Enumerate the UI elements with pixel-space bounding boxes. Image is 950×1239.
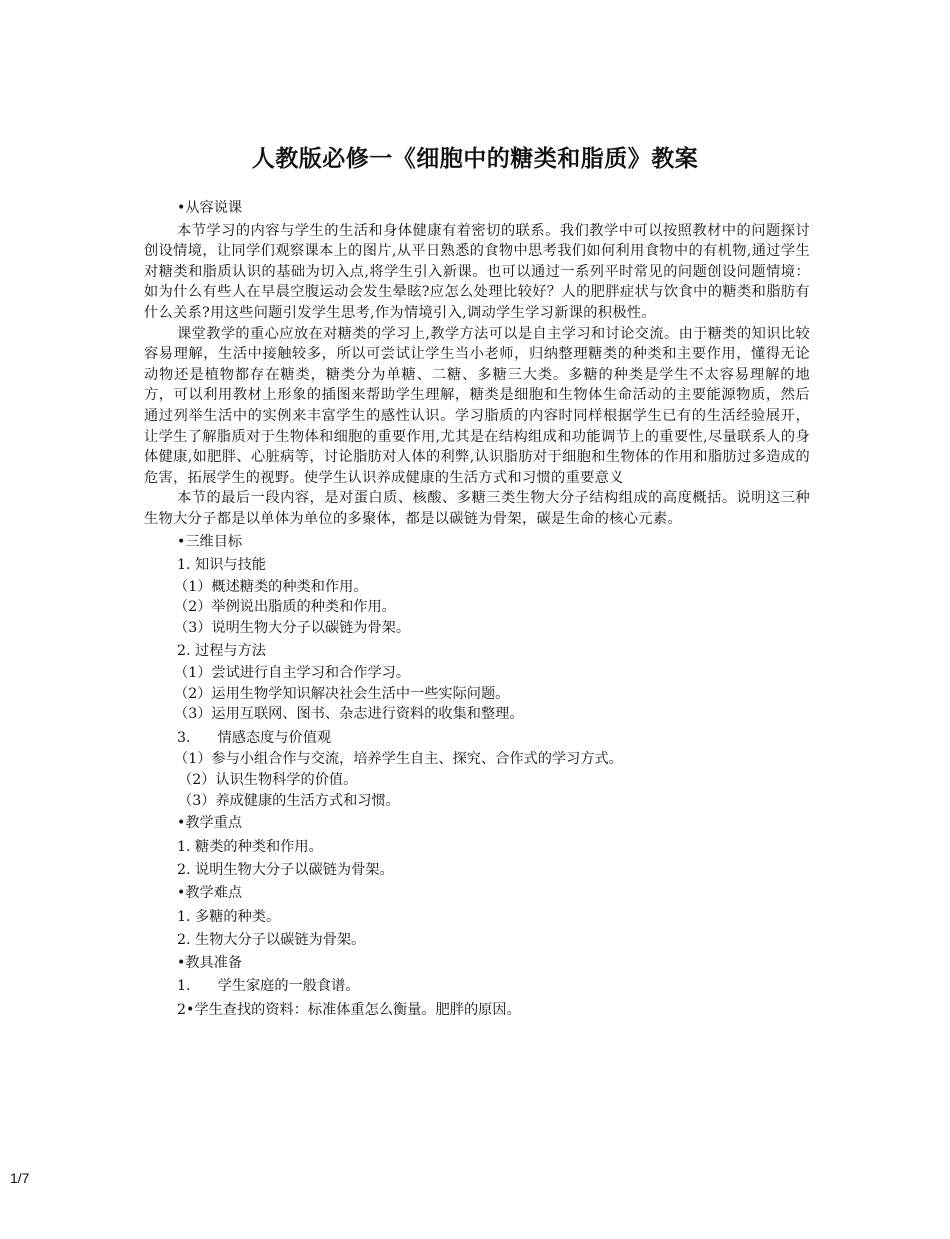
difficulty-item: 2. 生物大分子以碳链为骨架。 xyxy=(177,932,366,949)
paragraph-1: 本节学习的内容与学生的生活和身体健康有着密切的联系。我们教学中可以按照教材中的问题探讨创设情境，让同学们观察课本上的图片,从平日熟悉的食物中思考我们如何利用食物中的有机物,通过学生对糖类和脂质认识的基础为切入点,将学生引入新课。也可以通过一系列平时常见的问题创设问题情境：如为什么有些人在早晨空腹运动会发生晕眩?应怎么处理比较好？人的肥胖症状与饮食中的糖类和脂肪有什么关系?用这些问题引发学生思考,作为情境引入,调动学生学习新课的积极性。 xyxy=(144,222,810,321)
goal-1-item: （2）举例说出脂质的种类和作用。 xyxy=(174,599,396,616)
goal-1-item: （3）说明生物大分子以碳链为骨架。 xyxy=(174,619,411,636)
goal-3-item: （3）养成健康的生活方式和习惯。 xyxy=(178,792,400,809)
document-body xyxy=(144,196,810,1022)
goal-1-label: 1. 知识与技能 xyxy=(177,557,266,574)
paragraph-2: 课堂教学的重心应放在对糖类的学习上,教学方法可以是自主学习和讨论交流。由于糖类的知识比较容易理解，生活中接触较多，所以可尝试让学生当小老师，归纳整理糖类的种类和主要作用，懂得无论动物还是植物都存在糖类，糖类分为单糖、二糖、多糖三大类。多糖的种类是学生不太容易理解的地方，可以利用教材上形象的插图来帮助学生理解，糖类是细胞和生物体生命活动的主要能源物质，然后通过列举生活中的实例来丰富学生的感性认识。学习脂质的内容时同样根据学生已有的生活经验展开，让学生了解脂质对于生物体和细胞的重要作用,尤其是在结构组成和功能调节上的重要性,尽量联系人的身体健康,如肥胖、心脏病等，讨论脂肪对人体的利弊,认识脂肪对于细胞和生物体的作用和脂肪过多造成的危害，拓展学生的视野。使学生认识养成健康的生活方式和习惯的重要意义 xyxy=(144,325,810,486)
material-item: 1. 学生家庭的一般食谱。 xyxy=(177,978,360,995)
material-item: 2•学生查找的资料：标准体重怎么衡量。肥胖的原因。 xyxy=(177,1001,521,1018)
section-heading-zhongdian: •教学重点 xyxy=(177,815,243,832)
section-heading-jiaoju: •教具准备 xyxy=(177,954,243,971)
difficulty-item: 1. 多糖的种类。 xyxy=(177,908,281,925)
goal-2-item: （1）尝试进行自主学习和合作学习。 xyxy=(174,665,411,682)
goal-3-label: 3. 情感态度与价值观 xyxy=(177,729,332,746)
section-heading-shuoke: •从容说课 xyxy=(177,200,243,216)
goal-3-item: （2）认识生物科学的价值。 xyxy=(178,772,358,789)
paragraph-3: 本节的最后一段内容，是对蛋白质、核酸、多糖三类生物大分子结构组成的高度概括。说明这三种生物大分子都是以单体为单位的多聚体，都是以碳链为骨架，碳是生命的核心元素。 xyxy=(144,490,810,527)
goal-3-item: （1）参与小组合作与交流，培养学生自主、探究、合作式的学习方式。 xyxy=(174,751,623,768)
section-heading-mubiao: •三维目标 xyxy=(177,533,243,550)
key-point-item: 1. 糖类的种类和作用。 xyxy=(177,838,323,855)
page-number: 1/7 xyxy=(10,1170,30,1186)
section-heading-nandian: •教学难点 xyxy=(177,885,243,901)
goal-2-label: 2. 过程与方法 xyxy=(177,643,266,660)
goal-2-item: （3）运用互联网、图书、杂志进行资料的收集和整理。 xyxy=(174,706,524,723)
goal-1-item: （1）概述糖类的种类和作用。 xyxy=(174,578,368,595)
document-title: 人教版必修一《细胞中的糖类和脂质》教案 xyxy=(251,146,699,172)
goal-2-item: （2）运用生物学知识解决社会生活中一些实际问题。 xyxy=(174,685,510,702)
key-point-item: 2. 说明生物大分子以碳链为骨架。 xyxy=(177,862,394,879)
